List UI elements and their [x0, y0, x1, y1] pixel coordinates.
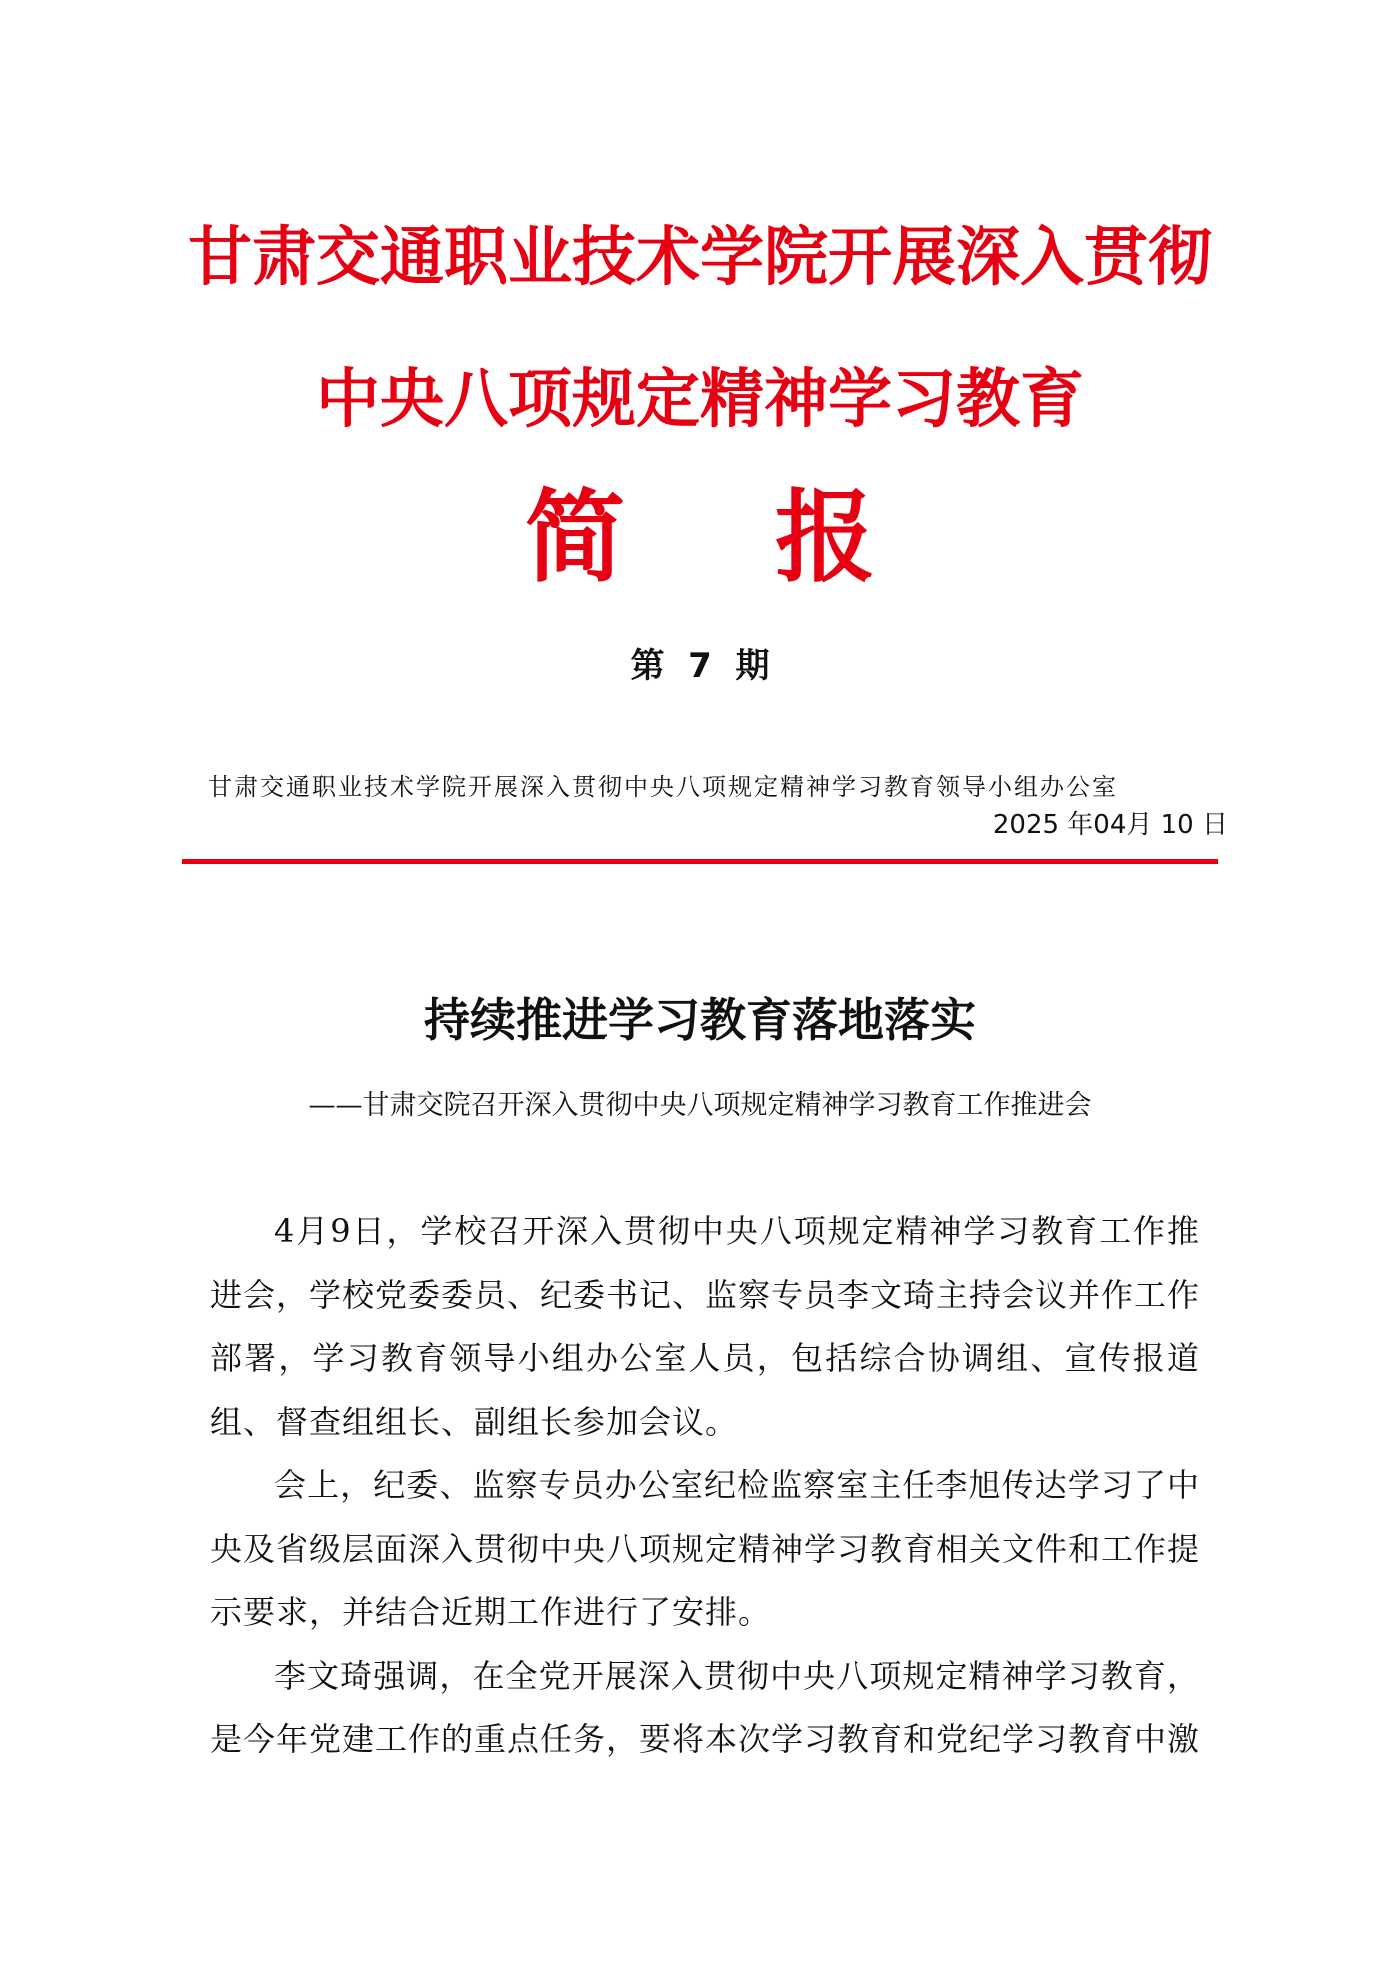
report-title-line-1: 甘肃交通职业技术学院开展深入贯彻 [188, 221, 1212, 295]
issue-date: 2025 年04月 10 日 [992, 810, 1228, 840]
paragraph-1: 4月9日，学校召开深入贯彻中央八项规定精神学习教育工作推进会，学校党委委员、纪委书记、监察专员李文琦主持会议并作工作部署，学习教育领导小组办公室人员，包括综合协调组、宣传报道组、督查组组长、副组长参加会议。 [210, 1212, 1201, 1441]
report-title-line-2: 中央八项规定精神学习教育 [316, 363, 1084, 437]
paragraph-3: 李文琦强调，在全党开展深入贯彻中央八项规定精神学习教育，是今年党建工作的重点任务，要将本次学习教育和党纪学习教育中激 [210, 1656, 1201, 1758]
brief-heading [0, 478, 1400, 598]
article-title: 持续推进学习教育落地落实 [424, 993, 976, 1047]
issue-number: 第 7 期 [630, 646, 770, 686]
paragraph-2: 会上，纪委、监察专员办公室纪检监察室主任李旭传达学习了中央及省级层面深入贯彻中央八项规定精神学习教育相关文件和工作提示要求，并结合近期工作进行了安排。 [210, 1466, 1201, 1631]
header-divider [182, 859, 1218, 864]
article-body [210, 1200, 1200, 1772]
issuing-office: 甘肃交通职业技术学院开展深入贯彻中央八项规定精神学习教育领导小组办公室 [208, 773, 1118, 801]
brief-char-1: 简 [525, 479, 625, 596]
brief-char-2: 报 [775, 479, 875, 596]
article-subtitle: ——甘肃交院召开深入贯彻中央八项规定精神学习教育工作推进会 [308, 1090, 1092, 1121]
